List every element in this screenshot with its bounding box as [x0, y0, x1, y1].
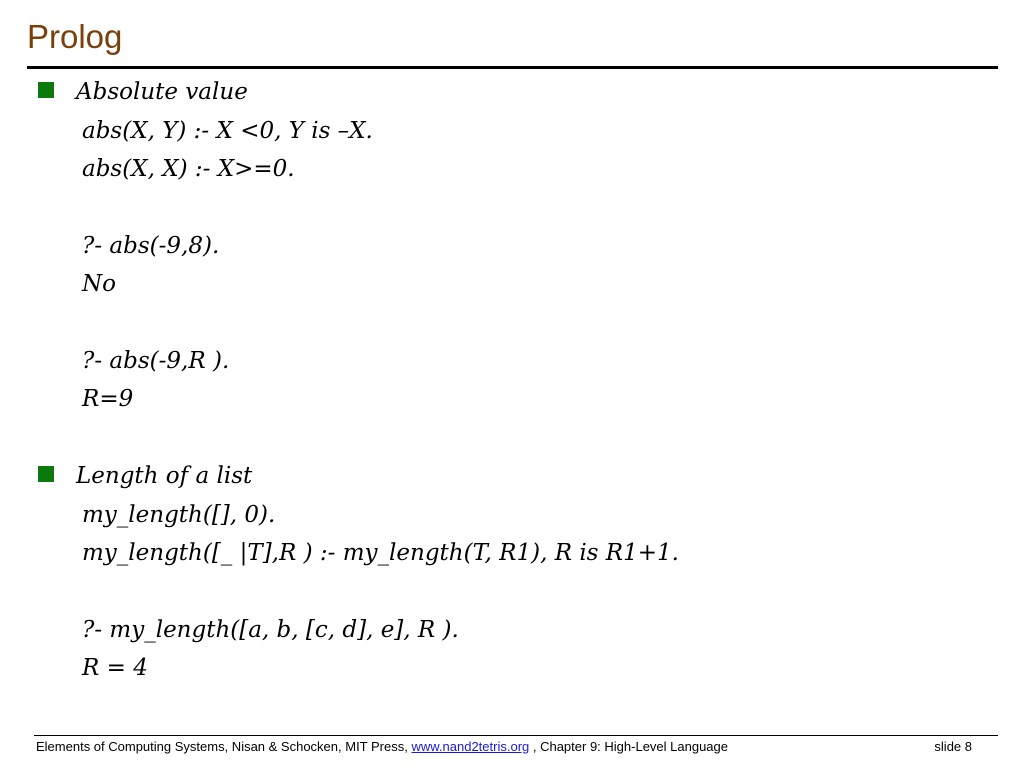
code-line: No — [82, 271, 116, 297]
footer-suffix: , Chapter 9: High-Level Language — [529, 739, 728, 754]
code-line: ?- abs(-9,R ). — [82, 348, 230, 374]
code-line: abs(X, Y) :- X <0, Y is –X. — [82, 118, 373, 144]
section-heading-absolute-value: Absolute value — [76, 79, 248, 105]
code-line: my_length([], 0). — [82, 502, 276, 528]
code-line: ?- abs(-9,8). — [82, 233, 220, 259]
code-line: R = 4 — [82, 655, 148, 681]
footer-prefix: Elements of Computing Systems, Nisan & Schocken, MIT Press, — [36, 739, 412, 754]
page-title: Prolog — [27, 18, 123, 55]
code-line: my_length([_ |T],R ) :- my_length(T, R1), R is R1+1. — [82, 540, 679, 566]
code-line: ?- my_length([a, b, [c, d], e], R ). — [82, 617, 459, 643]
bullet-icon — [38, 466, 54, 482]
title-divider — [27, 66, 998, 69]
footer-link[interactable]: www.nand2tetris.org — [411, 739, 530, 754]
slide-number: slide 8 — [934, 739, 972, 754]
code-line: abs(X, X) :- X>=0. — [82, 156, 295, 182]
code-line: R=9 — [82, 386, 134, 412]
bullet-icon — [38, 82, 54, 98]
section-heading-length-of-list: Length of a list — [76, 463, 253, 489]
footer-divider — [34, 735, 998, 736]
footer-text — [36, 739, 728, 754]
